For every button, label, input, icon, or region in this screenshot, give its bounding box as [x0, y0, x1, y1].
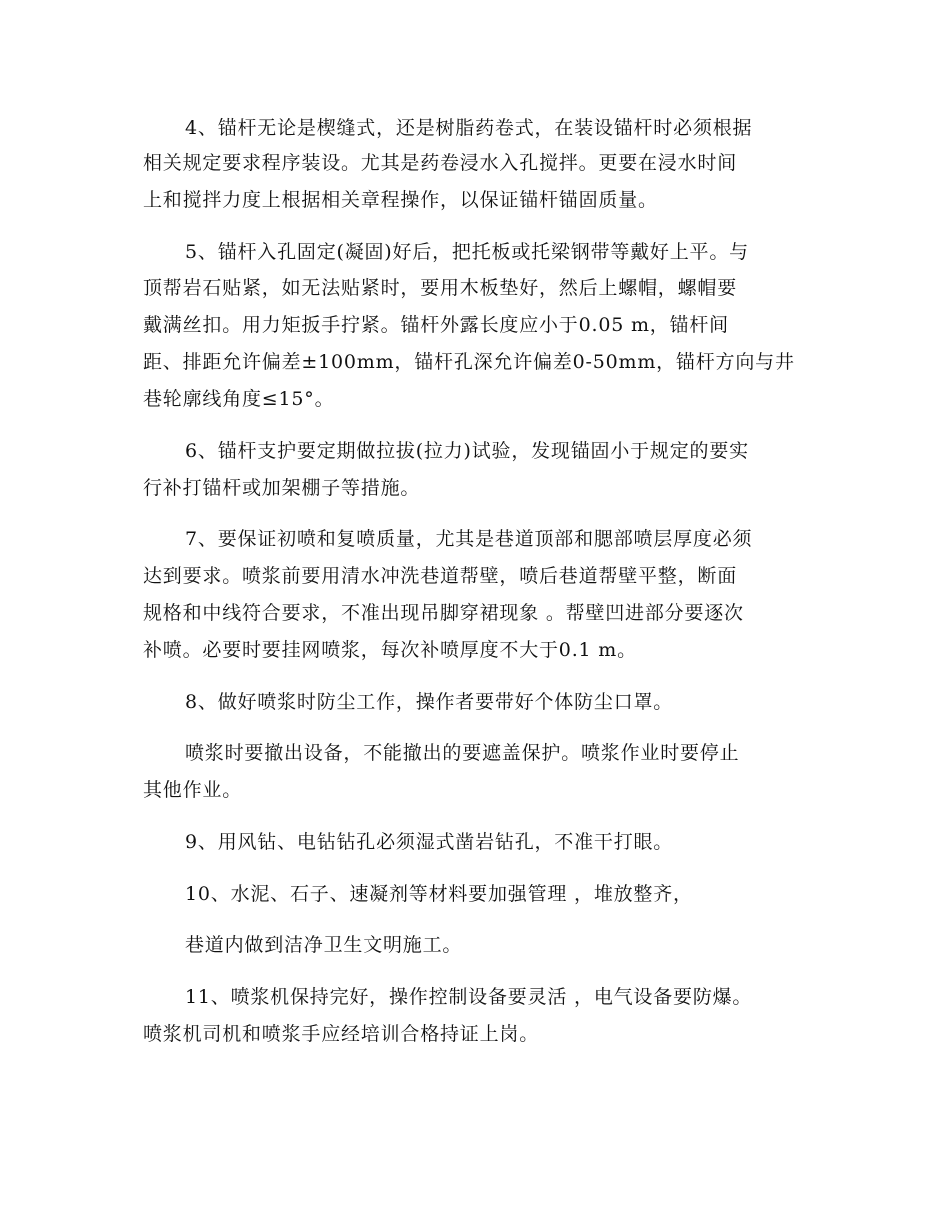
paragraph-10-line-1: 10、水泥、石子、速凝剂等材料要加强管理 ，堆放整齐，	[185, 883, 693, 905]
paragraph-4-line-3: 上和搅拌力度上根据相关章程操作，以保证锚杆锚固质量。	[143, 189, 658, 211]
paragraph-5-line-3: 戴满丝扣。用力矩扳手拧紧。锚杆外露长度应小于0.05 m，锚杆间	[143, 314, 729, 336]
paragraph-8b-line-2: 其他作业。	[143, 779, 243, 801]
paragraph-10b-line-1: 巷道内做到洁净卫生文明施工。	[185, 934, 463, 956]
paragraph-7-line-1: 7、要保证初喷和复喷质量，尤其是巷道顶部和腮部喷层厚度必须	[185, 528, 753, 550]
paragraph-6-line-2: 行补打锚杆或加架棚子等措施。	[143, 477, 421, 499]
paragraph-4-line-2: 相关规定要求程序装设。尤其是药卷浸水入孔搅拌。更要在浸水时间	[143, 152, 738, 174]
paragraph-5-line-2: 顶帮岩石贴紧，如无法贴紧时，要用木板垫好，然后上螺帽，螺帽要	[143, 277, 738, 299]
paragraph-4-line-1: 4、锚杆无论是楔缝式，还是树脂药卷式，在装设锚杆时必须根据	[185, 117, 753, 139]
paragraph-11-line-2: 喷浆机司机和喷浆手应经培训合格持证上岗。	[143, 1023, 540, 1045]
paragraph-7-line-2: 达到要求。喷浆前要用清水冲洗巷道帮壁，喷后巷道帮壁平整，断面	[143, 565, 738, 587]
paragraph-6-line-1: 6、锚杆支护要定期做拉拔(拉力)试验，发现锚固小于规定的要实	[185, 440, 749, 462]
paragraph-5-line-1: 5、锚杆入孔固定(凝固)好后，把托板或托梁钢带等戴好上平。与	[185, 241, 749, 263]
paragraph-8b-line-1: 喷浆时要撤出设备，不能撤出的要遮盖保护。喷浆作业时要停止	[185, 742, 740, 764]
paragraph-9-line-1: 9、用风钻、电钻钻孔必须湿式凿岩钻孔，不准干打眼。	[185, 831, 674, 853]
paragraph-8-line-1: 8、做好喷浆时防尘工作，操作者要带好个体防尘口罩。	[185, 691, 674, 713]
paragraph-11-line-1: 11、喷浆机保持完好，操作控制设备要灵活 ，电气设备要防爆。	[185, 986, 753, 1008]
paragraph-7-line-3: 规格和中线符合要求，不准出现吊脚穿裙现象 。帮壁凹进部分要逐次	[143, 602, 744, 624]
paragraph-5-line-4: 距、排距允许偏差±100mm，锚杆孔深允许偏差0-50mm，锚杆方向与井	[143, 351, 795, 373]
paragraph-7-line-4: 补喷。必要时要挂网喷浆，每次补喷厚度不大于0.1 m。	[143, 639, 637, 661]
paragraph-5-line-5: 巷轮廓线角度≤15°。	[143, 388, 335, 410]
